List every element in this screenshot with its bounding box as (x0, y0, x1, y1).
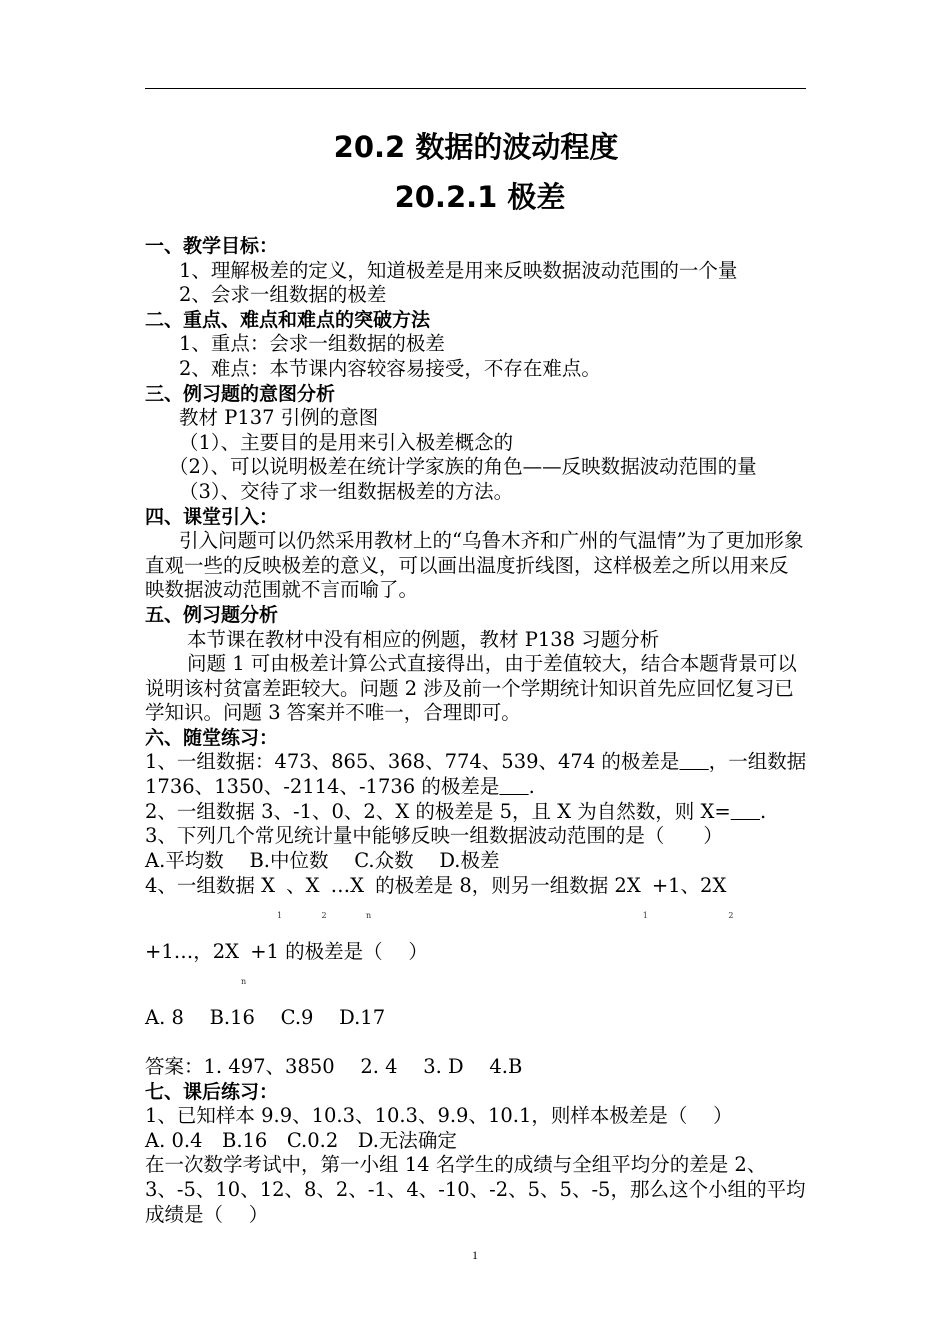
homework-q2: 在一次数学考试中，第一小组 14 名学生的成绩与全组平均分的差是 2、3、-5、10、12、8、2、-1、4、-10、-2、5、5、-5，那么这个小组的平均成绩是（ ） (145, 1153, 806, 1226)
document-body (145, 234, 807, 1227)
examples-line-1: 本节课在教材中没有相应的例题，教材 P138 习题分析 (187, 627, 660, 651)
heading-objectives: 一、教学目标： (145, 235, 279, 257)
q4-part-g: +1 的极差是（ ） (250, 940, 428, 964)
document-page (145, 122, 807, 1227)
subscript: 1 (277, 911, 283, 921)
examples-paragraph: 问题 1 可由极差计算公式直接得出，由于差值较大，结合本题背景可以说明该村贫富差距较大。问题 2 涉及前一个学期统计知识首先应回忆复习已学知识。问题 3 答案并不唯一，合理即可。 (145, 652, 797, 725)
subscript: 1 (642, 911, 648, 921)
q4-part-f: +1…，2X (145, 940, 240, 964)
intent-line-2: （1）、主要目的是用来引入极差概念的 (179, 430, 514, 454)
q4-part-c: …X (330, 874, 364, 898)
practice-q1-part-a: 1、一组数据：473、865、368、774、539、474 的极差是 (145, 750, 680, 774)
heading-intro: 四、课堂引入： (145, 505, 279, 528)
practice-q3-options: A.平均数 B.中位数 C.众数 D.极差 (145, 848, 500, 872)
heading-homework: 七、课后练习： (145, 1080, 279, 1103)
intent-line-1: 教材 P137 引例的意图 (179, 406, 379, 430)
heading-examples: 五、例习题分析 (145, 603, 279, 626)
practice-q2 (145, 800, 807, 825)
practice-answers: 答案：1. 497、3850 2. 4 3. D 4.B (145, 1055, 523, 1079)
answer-blank (731, 800, 760, 823)
answer-blank (679, 750, 708, 773)
intent-line-3-text: （2）、可以说明极差在统计学家族的角色——反映数据波动范围的量 (169, 455, 757, 479)
practice-q4 (145, 873, 807, 921)
heading-key-points: 二、重点、难点和难点的突破方法 (145, 308, 431, 331)
page-number: 1 (472, 1248, 478, 1262)
heading-class-practice: 六、随堂练习： (145, 726, 279, 749)
page-title: 20.2 数据的波动程度 (333, 130, 619, 164)
practice-q1-part-c: . (528, 775, 535, 799)
key-point-1: 1、重点：会求一组数据的极差 (179, 332, 445, 356)
section-title: 20.2.1 极差 (394, 180, 566, 214)
practice-q1 (145, 750, 807, 799)
practice-q4-cont (145, 940, 807, 987)
homework-q1: 1、已知样本 9.9、10.3、10.3、9.9、10.1，则样本极差是（ ） (145, 1104, 733, 1128)
intro-paragraph: 引入问题可以仍然采用教材上的“乌鲁木齐和广州的气温情”为了更加形象直观一些的反映极差的意义，可以画出温度折线图，这样极差之所以用来反映数据波动范围就不言而喻了。 (145, 529, 804, 602)
intent-line-4: （3）、交待了求一组数据极差的方法。 (179, 479, 514, 503)
subscript: n (241, 977, 247, 987)
subscript: 2 (728, 911, 734, 921)
subscript: 2 (321, 911, 327, 921)
key-point-2: 2、难点：本节课内容较容易接受，不存在难点。 (179, 356, 601, 380)
practice-q2-part-b: . (759, 799, 767, 823)
q4-part-a: 4、一组数据 X (145, 874, 275, 898)
practice-q2-part-a: 2、一组数据 3、-1、0、2、X 的极差是 5，且 X 为自然数，则 X= (145, 799, 731, 823)
header-rule (145, 88, 806, 89)
subscript: n (365, 911, 372, 921)
intent-line-3 (145, 455, 807, 480)
practice-q4-options: A. 8 B.16 C.9 D.17 (145, 1006, 386, 1030)
q4-part-e: +1、2X (651, 874, 727, 898)
heading-intent: 三、例习题的意图分析 (145, 382, 336, 405)
homework-q1-options: A. 0.4 B.16 C.0.2 D.无法确定 (145, 1128, 457, 1152)
objective-1: 1、理解极差的定义，知道极差是用来反映数据波动范围的一个量 (179, 258, 738, 282)
practice-q3: 3、下列几个常见统计量中能够反映一组数据波动范围的是（ ） (145, 824, 723, 848)
answer-blank (499, 775, 528, 798)
practice-q1-part-b: ，一组数据 1736、1350、-2114、-1736 的极差是 (145, 750, 807, 799)
objective-2: 2、会求一组数据的极差 (179, 283, 387, 307)
q4-part-b: 、X (286, 874, 320, 898)
q4-part-d: 的极差是 8，则另一组数据 2X (375, 874, 641, 898)
